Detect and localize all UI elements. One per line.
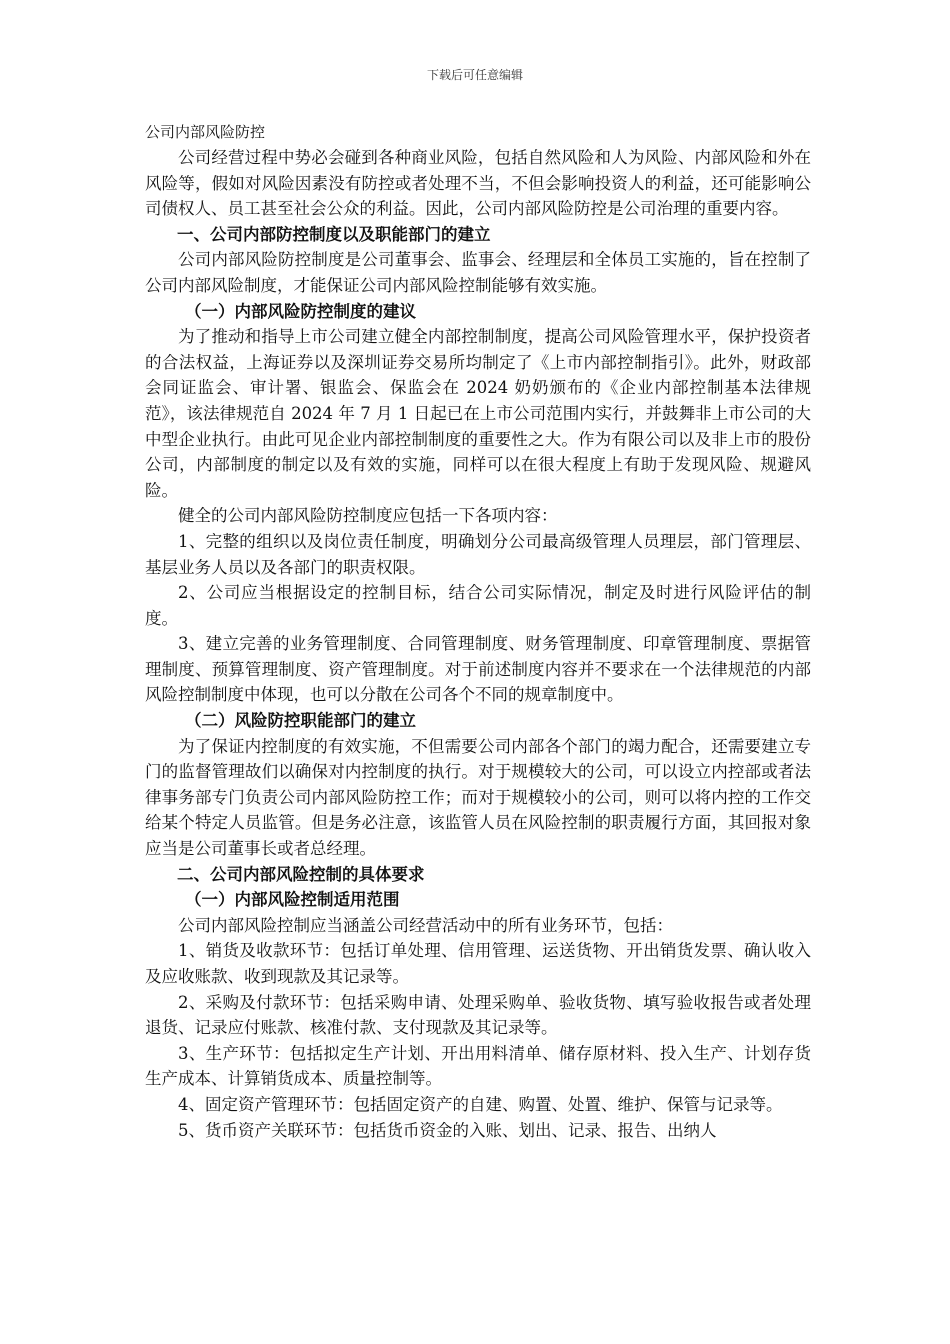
subsection-1-1-paragraph: 为了推动和指导上市公司建立健全内部控制制度，提高公司风险管理水平，保护投资者的合法权益，上海证券以及深圳证券交易所均制定了《上市内部控制指引》。此外，财政部会同证监会、审计署、银监会、保监会在 2024 奶奶颁布的《企业内部控制基本法律规范》，该法律规范自 2024 年 7 月 1 日起已在上市公司范围内实行，并鼓舞非上市公司的大中型企业执行。由此可见企业内部控制制度的重要性之大。作为有限公司以及非上市的股份公司，内部制度的制定以及有效的实施，同样可以在很大程度上有助于发现风险、规避风险。 bbox=[145, 327, 811, 500]
document-body bbox=[145, 121, 811, 1143]
document-title: 公司内部风险防控 bbox=[145, 123, 266, 141]
subsection-heading-1-1: （一）内部风险防控制度的建议 bbox=[185, 301, 416, 321]
list-item: 3、建立完善的业务管理制度、合同管理制度、财务管理制度、印章管理制度、票据管理制度、预算管理制度、资产管理制度。对于前述制度内容并不要求在一个法律规范的内部风险控制制度中体现，也可以分散在公司各个不同的规章制度中。 bbox=[145, 634, 811, 705]
page-header-note: 下载后可任意编辑 bbox=[426, 68, 523, 82]
list-item: 3、生产环节：包括拟定生产计划、开出用料清单、储存原材料、投入生产、计划存货生产成本、计算销货成本、质量控制等。 bbox=[145, 1043, 811, 1089]
subsection-heading-2-1: （一）内部风险控制适用范围 bbox=[185, 890, 400, 910]
section-1-paragraph: 公司内部风险防控制度是公司董事会、监事会、经理层和全体员工实施的，旨在控制了公司内部风险制度，才能保证公司内部风险控制能够有效实施。 bbox=[145, 250, 811, 295]
section-heading-2: 二、公司内部风险控制的具体要求 bbox=[177, 864, 425, 884]
subsection-1-1-list-intro: 健全的公司内部风险防控制度应包括一下各项内容： bbox=[178, 506, 558, 526]
subsection-heading-1-2: （二）风险防控职能部门的建立 bbox=[185, 711, 416, 731]
list-item: 1、完整的组织以及岗位责任制度，明确划分公司最高级管理人员理层，部门管理层、基层业务人员以及各部门的职责权限。 bbox=[145, 531, 811, 577]
subsection-1-2-paragraph: 为了保证内控制度的有效实施，不但需要公司内部各个部门的竭力配合，还需要建立专门的监督管理故们以确保对内控制度的执行。对于规模较大的公司，可以设立内控部或者法律事务部专门负责公司内部风险防控工作；而对于规模较小的公司，则可以将内控的工作交给某个特定人员监管。但是务必注意，该监管人员在风险控制的职责履行方面，其回报对象应当是公司董事长或者总经理。 bbox=[145, 736, 811, 859]
list-item: 1、销货及收款环节：包括订单处理、信用管理、运送货物、开出销货发票、确认收入及应收账款、收到现款及其记录等。 bbox=[145, 941, 811, 986]
subsection-2-1-paragraph: 公司内部风险控制应当涵盖公司经营活动中的所有业务环节，包括： bbox=[178, 915, 673, 935]
intro-paragraph: 公司经营过程中势必会碰到各种商业风险，包括自然风险和人为风险、内部风险和外在风险等，假如对风险因素没有防控或者处理不当，不但会影响投资人的利益，还可能影响公司债权人、员工甚至社会公众的利益。因此，公司内部风险防控是公司治理的重要内容。 bbox=[145, 148, 811, 219]
list-item: 2、公司应当根据设定的控制目标，结合公司实际情况，制定及时进行风险评估的制度。 bbox=[145, 583, 811, 628]
list-item: 4、固定资产管理环节：包括固定资产的自建、购置、处置、维护、保管与记录等。 bbox=[178, 1094, 783, 1114]
section-heading-1: 一、公司内部防控制度以及职能部门的建立 bbox=[177, 224, 491, 244]
list-item: 5、货币资产关联环节：包括货币资金的入账、划出、记录、报告、出纳人 bbox=[178, 1120, 717, 1140]
list-item: 2、采购及付款环节：包括采购申请、处理采购单、验收货物、填写验收报告或者处理退货、记录应付账款、核准付款、支付现款及其记录等。 bbox=[145, 992, 811, 1038]
